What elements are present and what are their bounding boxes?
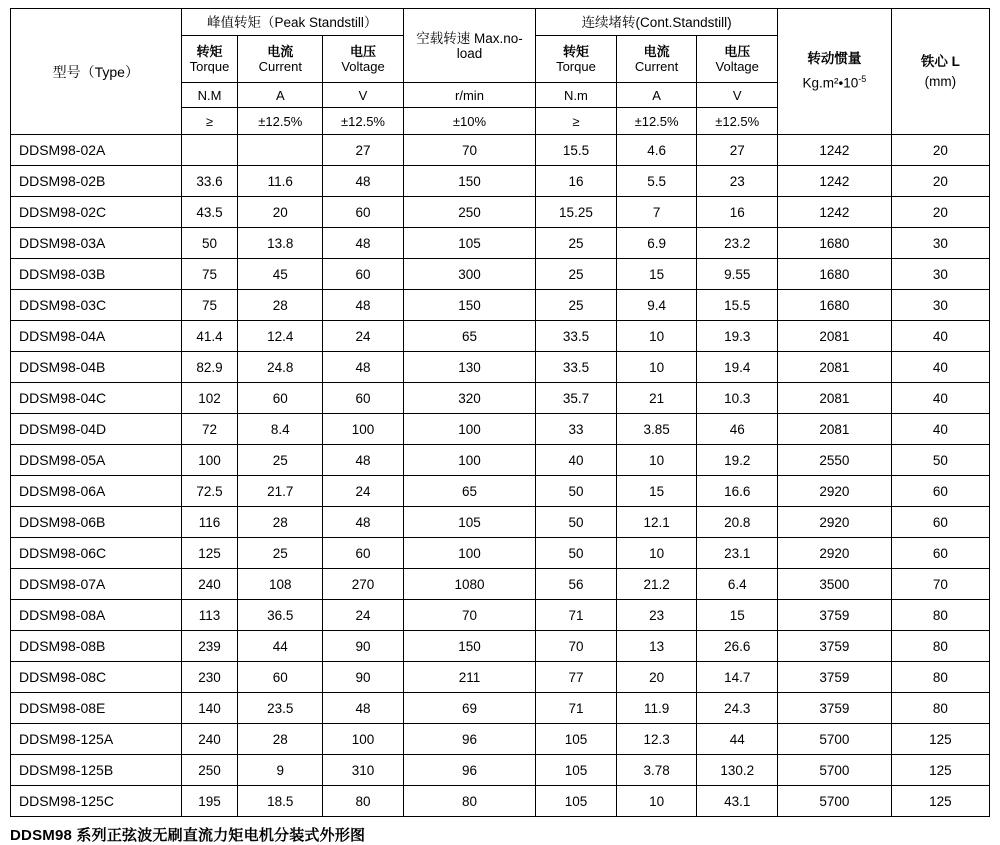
cell-cont-current: 21 <box>616 383 697 414</box>
cell-type: DDSM98-02A <box>11 135 182 166</box>
table-row <box>11 724 990 755</box>
tol-peak-voltage: ±12.5% <box>323 108 404 135</box>
table-row <box>11 631 990 662</box>
cell-cont-voltage: 14.7 <box>697 662 778 693</box>
cell-inertia: 2081 <box>778 383 892 414</box>
cell-peak-torque: 116 <box>181 507 238 538</box>
cell-cont-torque: 15.5 <box>536 135 617 166</box>
unit-cont-torque: N.m <box>536 83 617 108</box>
cell-cont-current: 15 <box>616 476 697 507</box>
cell-peak-current: 28 <box>238 507 323 538</box>
cell-no-load-speed: 250 <box>403 197 535 228</box>
cell-cont-current: 3.85 <box>616 414 697 445</box>
header-group-cont: 连续堵转(Cont.Standstill) <box>536 9 778 36</box>
cell-peak-torque: 75 <box>181 259 238 290</box>
cell-core-length: 40 <box>891 352 989 383</box>
cell-cont-current: 11.9 <box>616 693 697 724</box>
header-group-noload <box>403 9 535 83</box>
cell-inertia: 1680 <box>778 228 892 259</box>
table-row <box>11 476 990 507</box>
cell-peak-voltage: 48 <box>323 228 404 259</box>
cell-peak-voltage: 100 <box>323 724 404 755</box>
cell-inertia: 1680 <box>778 290 892 321</box>
cell-cont-voltage: 15.5 <box>697 290 778 321</box>
cell-cont-voltage: 43.1 <box>697 786 778 817</box>
cell-type: DDSM98-03A <box>11 228 182 259</box>
header-core-length <box>891 9 989 135</box>
cell-peak-voltage: 80 <box>323 786 404 817</box>
unit-peak-voltage: V <box>323 83 404 108</box>
cell-peak-current: 11.6 <box>238 166 323 197</box>
cell-inertia: 3759 <box>778 662 892 693</box>
cell-peak-current: 8.4 <box>238 414 323 445</box>
cell-type: DDSM98-08C <box>11 662 182 693</box>
cell-core-length: 40 <box>891 383 989 414</box>
header-peak-current-cn: 电流 <box>267 44 294 59</box>
cell-core-length: 30 <box>891 259 989 290</box>
cell-cont-voltage: 9.55 <box>697 259 778 290</box>
cell-inertia: 3759 <box>778 693 892 724</box>
cell-type: DDSM98-07A <box>11 569 182 600</box>
cell-no-load-speed: 1080 <box>403 569 535 600</box>
cell-no-load-speed: 65 <box>403 476 535 507</box>
cell-peak-current: 60 <box>238 662 323 693</box>
cell-inertia: 1680 <box>778 259 892 290</box>
table-row <box>11 693 990 724</box>
cell-type: DDSM98-06C <box>11 538 182 569</box>
cell-peak-voltage: 24 <box>323 600 404 631</box>
tol-noload: ±10% <box>403 108 535 135</box>
header-peak-voltage <box>323 36 404 83</box>
cell-peak-voltage: 48 <box>323 352 404 383</box>
cell-inertia: 2920 <box>778 538 892 569</box>
cell-inertia: 2081 <box>778 321 892 352</box>
cell-peak-voltage: 100 <box>323 414 404 445</box>
cell-inertia: 3759 <box>778 631 892 662</box>
cell-type: DDSM98-03C <box>11 290 182 321</box>
cell-cont-voltage: 6.4 <box>697 569 778 600</box>
cell-peak-voltage: 24 <box>323 321 404 352</box>
cell-cont-voltage: 23 <box>697 166 778 197</box>
header-group-peak: 峰值转矩（Peak Standstill） <box>181 9 403 36</box>
header-noload-cn: 空载转速 <box>416 30 471 46</box>
cell-cont-current: 10 <box>616 538 697 569</box>
cell-cont-voltage: 16.6 <box>697 476 778 507</box>
table-row <box>11 538 990 569</box>
cell-inertia: 5700 <box>778 724 892 755</box>
cell-cont-torque: 16 <box>536 166 617 197</box>
unit-cont-current: A <box>616 83 697 108</box>
figure-caption: DDSM98 系列正弦波无刷直流力矩电机分装式外形图 <box>10 827 366 844</box>
cell-peak-torque: 250 <box>181 755 238 786</box>
cell-peak-current: 44 <box>238 631 323 662</box>
cell-cont-torque: 33.5 <box>536 321 617 352</box>
cell-peak-current: 28 <box>238 290 323 321</box>
cell-peak-current: 24.8 <box>238 352 323 383</box>
header-cont-current-cn: 电流 <box>643 44 670 59</box>
cell-inertia: 5700 <box>778 786 892 817</box>
cell-peak-current: 28 <box>238 724 323 755</box>
cell-type: DDSM98-05A <box>11 445 182 476</box>
cell-no-load-speed: 211 <box>403 662 535 693</box>
header-peak-torque-en: Torque <box>189 59 230 74</box>
cell-peak-torque: 240 <box>181 724 238 755</box>
cell-inertia: 1242 <box>778 197 892 228</box>
cell-type: DDSM98-04B <box>11 352 182 383</box>
header-cont-torque <box>536 36 617 83</box>
cell-cont-torque: 33.5 <box>536 352 617 383</box>
cell-inertia: 2920 <box>778 476 892 507</box>
cell-cont-current: 7 <box>616 197 697 228</box>
cell-peak-torque: 100 <box>181 445 238 476</box>
cell-cont-current: 23 <box>616 600 697 631</box>
cell-core-length: 50 <box>891 445 989 476</box>
cell-peak-torque: 75 <box>181 290 238 321</box>
header-type: 型号（Type） <box>11 9 182 135</box>
cell-peak-torque <box>181 135 238 166</box>
table-row <box>11 786 990 817</box>
cell-type: DDSM98-08E <box>11 693 182 724</box>
cell-type: DDSM98-03B <box>11 259 182 290</box>
cell-peak-current: 45 <box>238 259 323 290</box>
unit-peak-torque: N.M <box>181 83 238 108</box>
cell-peak-torque: 72 <box>181 414 238 445</box>
cell-cont-torque: 56 <box>536 569 617 600</box>
cell-cont-torque: 15.25 <box>536 197 617 228</box>
cell-cont-voltage: 20.8 <box>697 507 778 538</box>
cell-no-load-speed: 100 <box>403 414 535 445</box>
cell-core-length: 125 <box>891 724 989 755</box>
cell-cont-torque: 50 <box>536 507 617 538</box>
cell-core-length: 30 <box>891 290 989 321</box>
cell-core-length: 60 <box>891 538 989 569</box>
cell-cont-torque: 25 <box>536 228 617 259</box>
table-row <box>11 352 990 383</box>
table-row <box>11 662 990 693</box>
cell-peak-torque: 195 <box>181 786 238 817</box>
cell-core-length: 20 <box>891 135 989 166</box>
cell-cont-voltage: 10.3 <box>697 383 778 414</box>
tol-peak-torque: ≥ <box>181 108 238 135</box>
cell-no-load-speed: 70 <box>403 135 535 166</box>
cell-cont-voltage: 16 <box>697 197 778 228</box>
cell-no-load-speed: 100 <box>403 445 535 476</box>
cell-peak-voltage: 27 <box>323 135 404 166</box>
cell-peak-current: 21.7 <box>238 476 323 507</box>
table-row <box>11 445 990 476</box>
cell-inertia: 1242 <box>778 135 892 166</box>
cell-core-length: 80 <box>891 600 989 631</box>
cell-peak-voltage: 48 <box>323 290 404 321</box>
cell-no-load-speed: 130 <box>403 352 535 383</box>
header-inertia-unit-exp: -5 <box>858 74 867 85</box>
cell-no-load-speed: 150 <box>403 290 535 321</box>
cell-peak-torque: 240 <box>181 569 238 600</box>
tol-peak-current: ±12.5% <box>238 108 323 135</box>
header-peak-voltage-en: Voltage <box>341 59 385 74</box>
cell-cont-current: 6.9 <box>616 228 697 259</box>
cell-cont-current: 20 <box>616 662 697 693</box>
cell-peak-voltage: 60 <box>323 197 404 228</box>
cell-cont-current: 10 <box>616 321 697 352</box>
cell-cont-torque: 71 <box>536 693 617 724</box>
motor-spec-table <box>10 8 990 817</box>
cell-core-length: 40 <box>891 321 989 352</box>
cell-cont-voltage: 26.6 <box>697 631 778 662</box>
cell-peak-current: 18.5 <box>238 786 323 817</box>
header-peak-current <box>238 36 323 83</box>
cell-inertia: 2550 <box>778 445 892 476</box>
table-row <box>11 197 990 228</box>
cell-cont-voltage: 44 <box>697 724 778 755</box>
cell-no-load-speed: 69 <box>403 693 535 724</box>
cell-cont-voltage: 19.2 <box>697 445 778 476</box>
cell-peak-torque: 102 <box>181 383 238 414</box>
cell-core-length: 70 <box>891 569 989 600</box>
cell-peak-torque: 50 <box>181 228 238 259</box>
cell-inertia: 2081 <box>778 414 892 445</box>
cell-peak-torque: 113 <box>181 600 238 631</box>
cell-peak-voltage: 48 <box>323 166 404 197</box>
cell-core-length: 80 <box>891 693 989 724</box>
header-cont-torque-en: Torque <box>556 59 596 74</box>
header-cont-voltage-en: Voltage <box>715 59 759 74</box>
cell-peak-torque: 140 <box>181 693 238 724</box>
tol-cont-current: ±12.5% <box>616 108 697 135</box>
table-row <box>11 755 990 786</box>
cell-type: DDSM98-125A <box>11 724 182 755</box>
unit-peak-current: A <box>238 83 323 108</box>
header-cont-torque-cn: 转矩 <box>562 44 589 59</box>
unit-noload: r/min <box>403 83 535 108</box>
cell-cont-voltage: 15 <box>697 600 778 631</box>
cell-cont-current: 10 <box>616 445 697 476</box>
cell-core-length: 125 <box>891 786 989 817</box>
cell-peak-voltage: 90 <box>323 631 404 662</box>
table-row <box>11 569 990 600</box>
cell-cont-current: 12.1 <box>616 507 697 538</box>
table-header <box>11 9 990 135</box>
cell-peak-current: 13.8 <box>238 228 323 259</box>
header-inertia-cn: 转动惯量 <box>807 51 862 67</box>
cell-peak-voltage: 270 <box>323 569 404 600</box>
cell-cont-current: 15 <box>616 259 697 290</box>
header-peak-voltage-cn: 电压 <box>349 44 376 59</box>
cell-inertia: 3759 <box>778 600 892 631</box>
cell-peak-current: 108 <box>238 569 323 600</box>
table-row <box>11 166 990 197</box>
cell-cont-voltage: 46 <box>697 414 778 445</box>
cell-cont-torque: 77 <box>536 662 617 693</box>
cell-cont-torque: 71 <box>536 600 617 631</box>
table-row <box>11 383 990 414</box>
cell-peak-voltage: 60 <box>323 383 404 414</box>
cell-core-length: 20 <box>891 166 989 197</box>
cell-cont-current: 21.2 <box>616 569 697 600</box>
table-row <box>11 414 990 445</box>
cell-cont-torque: 40 <box>536 445 617 476</box>
cell-cont-torque: 33 <box>536 414 617 445</box>
cell-no-load-speed: 320 <box>403 383 535 414</box>
cell-no-load-speed: 70 <box>403 600 535 631</box>
cell-type: DDSM98-125C <box>11 786 182 817</box>
cell-core-length: 40 <box>891 414 989 445</box>
header-cont-current-en: Current <box>634 59 679 74</box>
cell-peak-voltage: 90 <box>323 662 404 693</box>
cell-cont-torque: 105 <box>536 786 617 817</box>
header-inertia <box>778 9 892 135</box>
cell-peak-current <box>238 135 323 166</box>
cell-cont-current: 13 <box>616 631 697 662</box>
cell-cont-current: 9.4 <box>616 290 697 321</box>
cell-type: DDSM98-02C <box>11 197 182 228</box>
header-cont-voltage <box>697 36 778 83</box>
cell-no-load-speed: 80 <box>403 786 535 817</box>
cell-inertia: 3500 <box>778 569 892 600</box>
cell-cont-torque: 50 <box>536 476 617 507</box>
cell-core-length: 60 <box>891 507 989 538</box>
header-core-cn: 铁心 L <box>920 53 960 69</box>
header-peak-current-en: Current <box>258 59 302 74</box>
cell-cont-current: 3.78 <box>616 755 697 786</box>
header-noload-en: Max.no-load <box>456 30 523 61</box>
cell-cont-voltage: 19.3 <box>697 321 778 352</box>
cell-no-load-speed: 150 <box>403 631 535 662</box>
cell-peak-voltage: 48 <box>323 445 404 476</box>
cell-peak-voltage: 60 <box>323 259 404 290</box>
cell-peak-torque: 43.5 <box>181 197 238 228</box>
cell-cont-current: 5.5 <box>616 166 697 197</box>
cell-type: DDSM98-08A <box>11 600 182 631</box>
header-inertia-unit <box>778 69 891 94</box>
cell-cont-voltage: 24.3 <box>697 693 778 724</box>
cell-no-load-speed: 105 <box>403 507 535 538</box>
header-peak-torque-cn: 转矩 <box>196 44 223 59</box>
cell-type: DDSM98-04A <box>11 321 182 352</box>
cell-peak-current: 25 <box>238 538 323 569</box>
cell-cont-torque: 70 <box>536 631 617 662</box>
cell-inertia: 2920 <box>778 507 892 538</box>
cell-core-length: 20 <box>891 197 989 228</box>
cell-peak-current: 9 <box>238 755 323 786</box>
cell-no-load-speed: 96 <box>403 724 535 755</box>
cell-peak-current: 20 <box>238 197 323 228</box>
cell-peak-current: 23.5 <box>238 693 323 724</box>
cell-cont-torque: 105 <box>536 755 617 786</box>
cell-peak-current: 25 <box>238 445 323 476</box>
cell-cont-torque: 50 <box>536 538 617 569</box>
cell-core-length: 60 <box>891 476 989 507</box>
cell-cont-voltage: 130.2 <box>697 755 778 786</box>
cell-peak-voltage: 60 <box>323 538 404 569</box>
cell-inertia: 5700 <box>778 755 892 786</box>
header-inertia-unit-text: Kg.m²•10 <box>802 75 859 91</box>
cell-cont-torque: 25 <box>536 290 617 321</box>
unit-cont-voltage: V <box>697 83 778 108</box>
cell-type: DDSM98-04C <box>11 383 182 414</box>
table-body <box>11 135 990 817</box>
cell-peak-torque: 33.6 <box>181 166 238 197</box>
header-core-unit: (mm) <box>924 73 957 89</box>
cell-peak-current: 60 <box>238 383 323 414</box>
cell-type: DDSM98-06A <box>11 476 182 507</box>
cell-peak-torque: 230 <box>181 662 238 693</box>
cell-peak-voltage: 310 <box>323 755 404 786</box>
cell-cont-torque: 105 <box>536 724 617 755</box>
cell-cont-voltage: 19.4 <box>697 352 778 383</box>
cell-cont-current: 10 <box>616 786 697 817</box>
table-row <box>11 228 990 259</box>
cell-cont-current: 10 <box>616 352 697 383</box>
cell-no-load-speed: 100 <box>403 538 535 569</box>
table-row <box>11 507 990 538</box>
table-row <box>11 135 990 166</box>
cell-cont-torque: 25 <box>536 259 617 290</box>
cell-peak-torque: 125 <box>181 538 238 569</box>
cell-peak-voltage: 48 <box>323 507 404 538</box>
cell-cont-voltage: 23.2 <box>697 228 778 259</box>
cell-peak-voltage: 48 <box>323 693 404 724</box>
cell-type: DDSM98-02B <box>11 166 182 197</box>
cell-peak-current: 36.5 <box>238 600 323 631</box>
cell-peak-torque: 239 <box>181 631 238 662</box>
cell-cont-current: 12.3 <box>616 724 697 755</box>
table-row <box>11 321 990 352</box>
cell-cont-current: 4.6 <box>616 135 697 166</box>
cell-core-length: 125 <box>891 755 989 786</box>
cell-type: DDSM98-06B <box>11 507 182 538</box>
cell-peak-torque: 82.9 <box>181 352 238 383</box>
cell-no-load-speed: 300 <box>403 259 535 290</box>
header-cont-current <box>616 36 697 83</box>
cell-type: DDSM98-04D <box>11 414 182 445</box>
cell-peak-torque: 72.5 <box>181 476 238 507</box>
cell-no-load-speed: 150 <box>403 166 535 197</box>
cell-core-length: 80 <box>891 662 989 693</box>
table-row <box>11 259 990 290</box>
header-cont-voltage-cn: 电压 <box>724 44 751 59</box>
tol-cont-torque: ≥ <box>536 108 617 135</box>
tol-cont-voltage: ±12.5% <box>697 108 778 135</box>
table-row <box>11 290 990 321</box>
cell-no-load-speed: 96 <box>403 755 535 786</box>
cell-no-load-speed: 105 <box>403 228 535 259</box>
header-peak-torque <box>181 36 238 83</box>
cell-core-length: 30 <box>891 228 989 259</box>
cell-peak-torque: 41.4 <box>181 321 238 352</box>
cell-peak-voltage: 24 <box>323 476 404 507</box>
cell-peak-current: 12.4 <box>238 321 323 352</box>
cell-no-load-speed: 65 <box>403 321 535 352</box>
cell-inertia: 1242 <box>778 166 892 197</box>
cell-cont-voltage: 27 <box>697 135 778 166</box>
cell-inertia: 2081 <box>778 352 892 383</box>
cell-type: DDSM98-125B <box>11 755 182 786</box>
cell-cont-torque: 35.7 <box>536 383 617 414</box>
table-row <box>11 600 990 631</box>
cell-type: DDSM98-08B <box>11 631 182 662</box>
cell-core-length: 80 <box>891 631 989 662</box>
cell-cont-voltage: 23.1 <box>697 538 778 569</box>
